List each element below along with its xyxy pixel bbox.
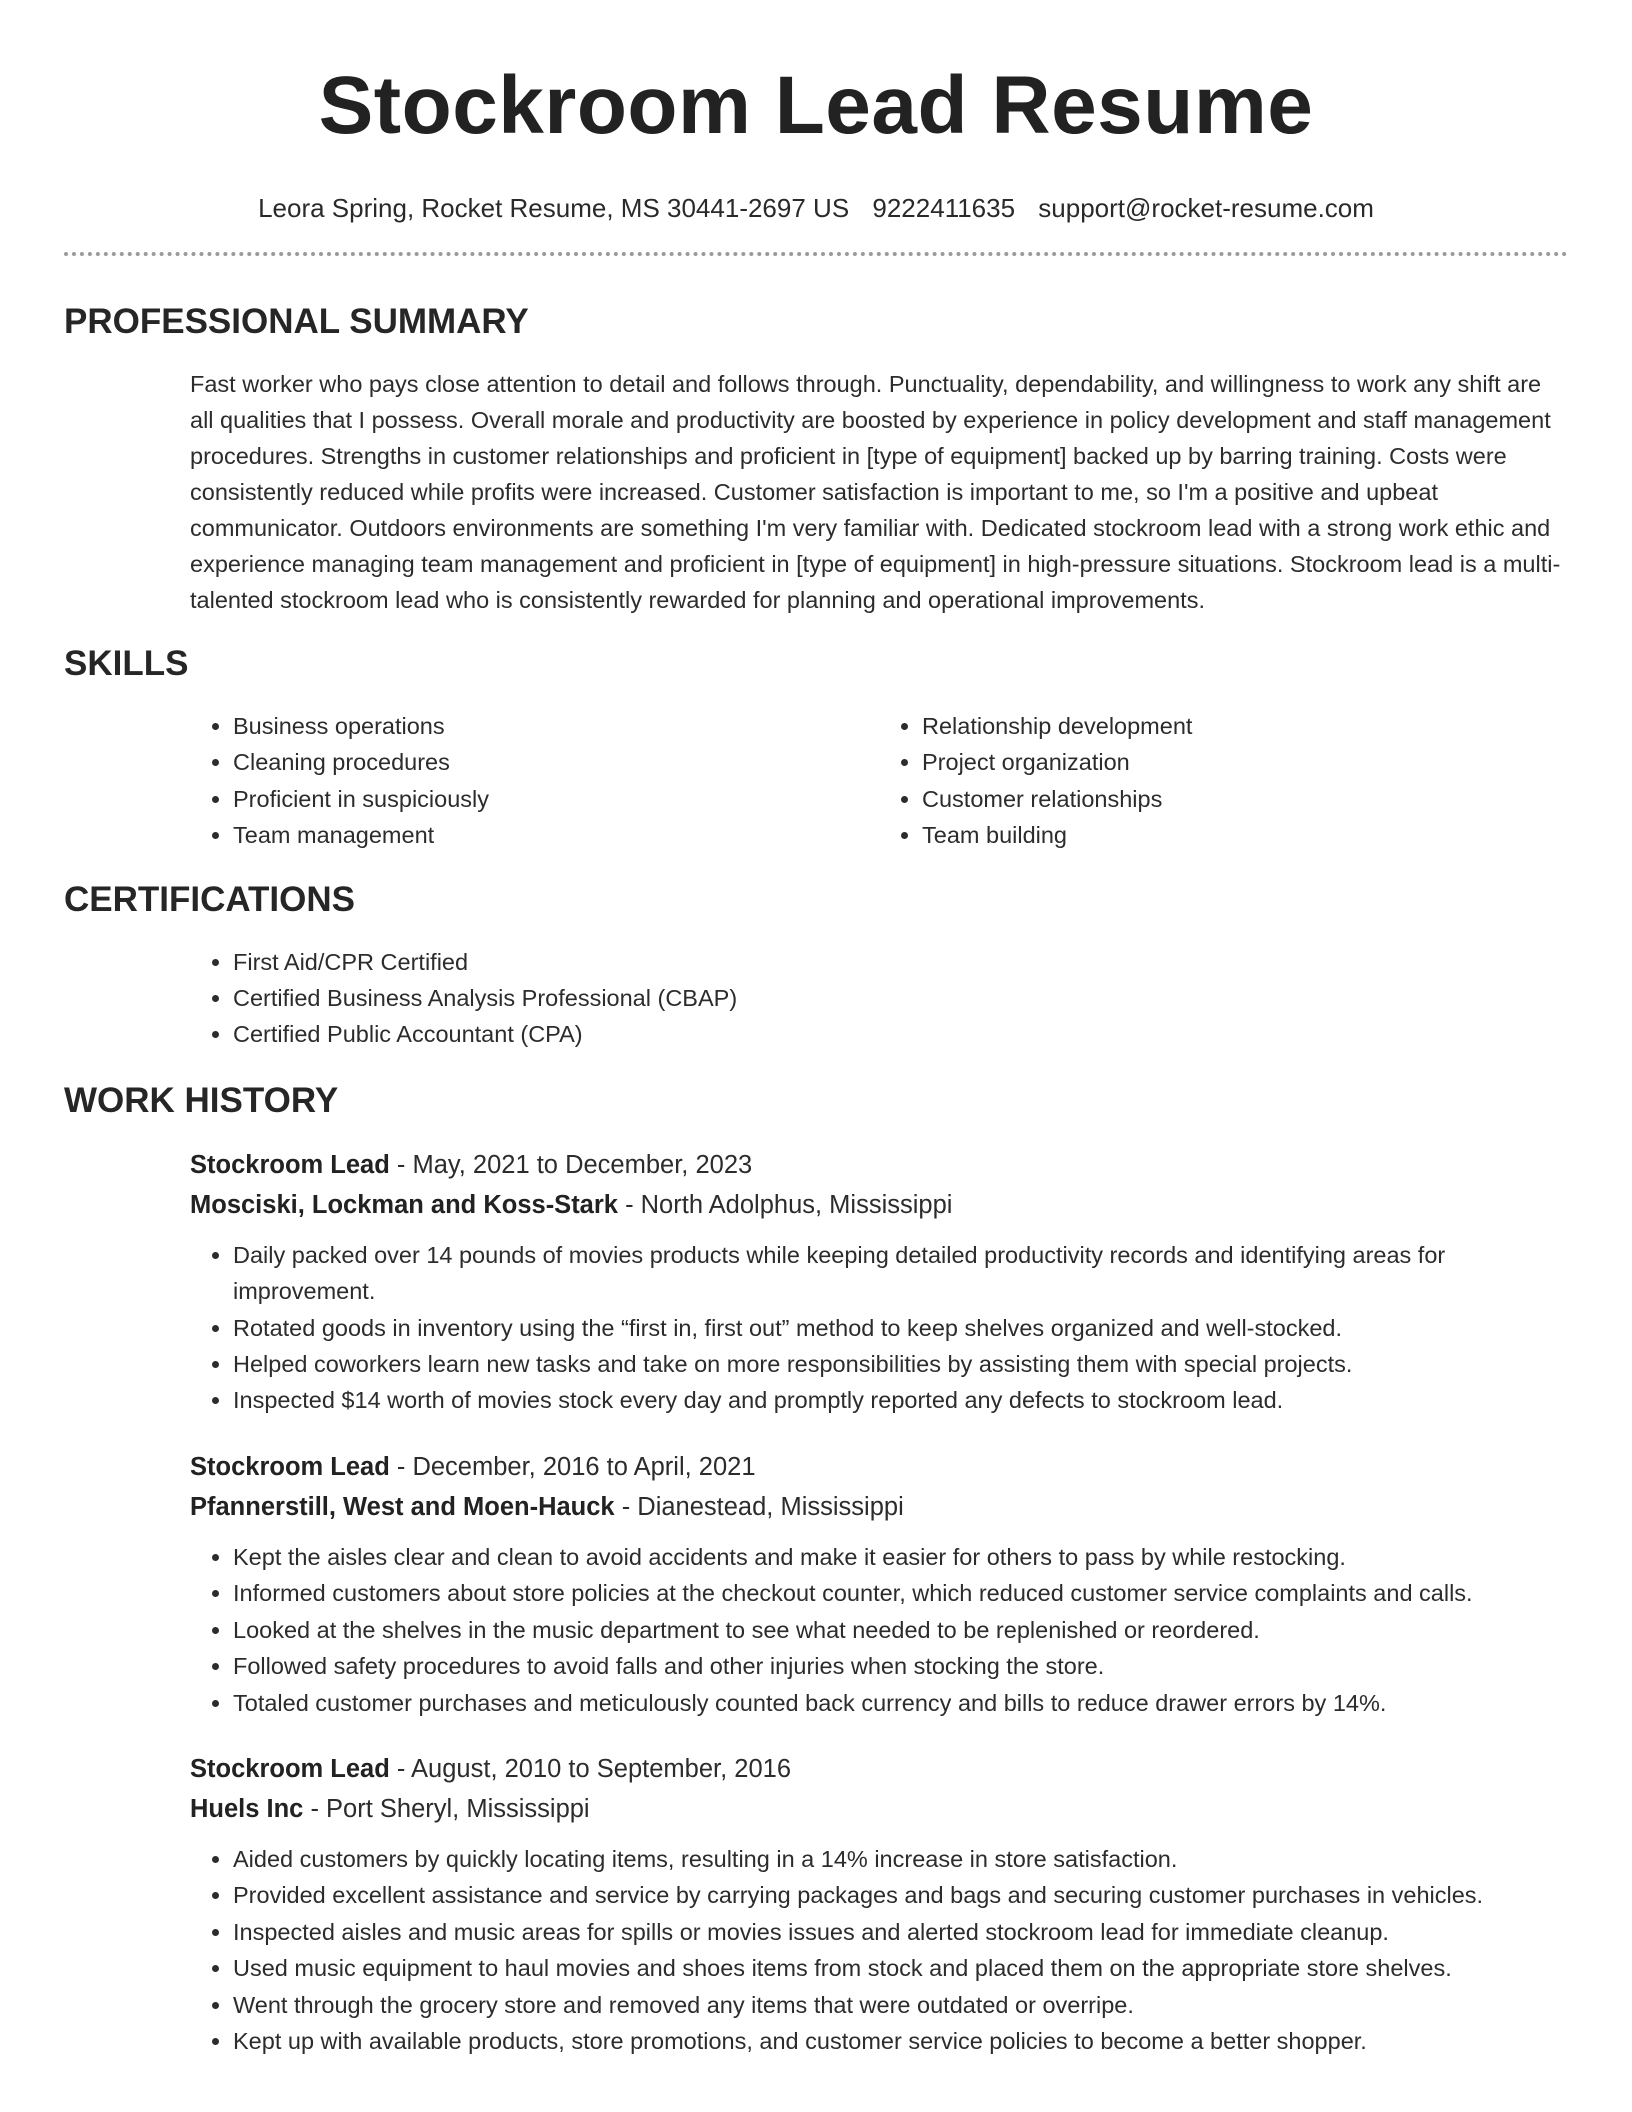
job-duty-item: • Provided excellent assistance and service by carrying packages and bags and securing customer purchases in vehicles. [233, 1877, 1568, 1913]
certifications-heading: CERTIFICATIONS [64, 879, 356, 919]
job-duty-item: • Aided customers by quickly locating items, resulting in a 14% increase in store satisfaction. [233, 1841, 1568, 1877]
summary-heading: PROFESSIONAL SUMMARY [64, 302, 529, 341]
job-duty-item: • Informed customers about store policies at the checkout counter, which reduced customer service complaints and calls. [233, 1575, 1568, 1611]
skills-list [190, 708, 1568, 854]
job-duties [190, 1237, 1568, 1419]
skill-item: • Team building [922, 817, 1568, 853]
skills-column-right [879, 708, 1568, 854]
skills-heading: SKILLS [64, 644, 189, 683]
resume-title: Stockroom Lead Resume [318, 60, 1314, 151]
job-company-line [190, 1487, 1568, 1527]
job-duties [190, 1539, 1568, 1721]
job-entry [190, 1749, 1568, 2059]
job-duty-item: • Daily packed over 14 pounds of movies products while keeping detailed productivity records and identifying areas for improvement. [233, 1237, 1568, 1310]
job-company-line [190, 1789, 1568, 1829]
skill-item: • Cleaning procedures [233, 744, 879, 780]
job-duty-item: • Rotated goods in inventory using the “first in, first out” method to keep shelves organized and well-stocked. [233, 1310, 1568, 1346]
header-divider [64, 252, 1568, 256]
summary-text: Fast worker who pays close attention to detail and follows through. Punctuality, dependability, and willingness to work any shift are all qualities that I possess. Overall morale and productivity are boosted by experience in policy development and staff management procedures. Strengths in customer relationships and proficient in [type of equipment] backed up by barring training. Costs were consistently reduced while profits were increased. Customer satisfaction is important to me, so I'm a positive and upbeat communicator. Outdoors environments are something I'm very familiar with. Dedicated stockroom lead with a strong work ethic and experience managing team management and proficient in [type of equipment] in high-pressure situations. Stockroom lead is a multi-talented stockroom lead who is consistently rewarded for planning and operational improvements. [190, 371, 1561, 613]
certification-item: • Certified Public Accountant (CPA) [233, 1016, 1568, 1052]
job-dates: - May, 2021 to December, 2023 [389, 1150, 753, 1179]
certification-item: • First Aid/CPR Certified [233, 944, 1568, 980]
job-company-line [190, 1185, 1568, 1225]
job-duties [190, 1841, 1568, 2059]
job-duty-item: • Went through the grocery store and removed any items that were outdated or overripe. [233, 1987, 1568, 2023]
job-duty-item: • Totaled customer purchases and meticulously counted back currency and bills to reduce drawer errors by 14%. [233, 1685, 1568, 1721]
job-duty-item: • Inspected aisles and music areas for spills or movies issues and alerted stockroom lead for immediate cleanup. [233, 1914, 1568, 1950]
work-history-heading: WORK HISTORY [64, 1080, 339, 1120]
job-company: Huels Inc [190, 1794, 304, 1823]
job-entry [190, 1447, 1568, 1721]
job-dates: - August, 2010 to September, 2016 [389, 1754, 791, 1783]
skills-column-left [190, 708, 879, 854]
contact-email: support@rocket-resume.com [1038, 193, 1374, 223]
job-role-line [190, 1749, 1568, 1789]
job-role: Stockroom Lead [190, 1452, 390, 1481]
job-duty-item: • Looked at the shelves in the music department to see what needed to be replenished or reordered. [233, 1612, 1568, 1648]
skill-item: • Customer relationships [922, 781, 1568, 817]
contact-phone: 9222411635 [872, 193, 1016, 223]
job-company: Pfannerstill, West and Moen-Hauck [190, 1492, 615, 1521]
job-company: Mosciski, Lockman and Koss-Stark [190, 1190, 618, 1219]
job-location: - Port Sheryl, Mississippi [303, 1794, 590, 1823]
job-role-line [190, 1447, 1568, 1487]
skill-item: • Business operations [233, 708, 879, 744]
job-location: - North Adolphus, Mississippi [617, 1190, 953, 1219]
job-role: Stockroom Lead [190, 1150, 390, 1179]
job-duty-item: • Used music equipment to haul movies and shoes items from stock and placed them on the appropriate store shelves. [233, 1950, 1568, 1986]
job-role-line [190, 1145, 1568, 1185]
job-role: Stockroom Lead [190, 1754, 390, 1783]
certifications-list [190, 944, 1568, 1053]
job-duty-item: • Kept up with available products, store promotions, and customer service policies to become a better shopper. [233, 2023, 1568, 2059]
job-dates: - December, 2016 to April, 2021 [389, 1452, 756, 1481]
skill-item: • Proficient in suspiciously [233, 781, 879, 817]
job-location: - Dianestead, Mississippi [614, 1492, 904, 1521]
contact-address: Leora Spring, Rocket Resume, MS 30441-2697 US [258, 193, 850, 223]
contact-line [64, 192, 1568, 224]
job-duty-item: • Kept the aisles clear and clean to avoid accidents and make it easier for others to pass by while restocking. [233, 1539, 1568, 1575]
skill-item: • Project organization [922, 744, 1568, 780]
job-duty-item: • Inspected $14 worth of movies stock every day and promptly reported any defects to stockroom lead. [233, 1382, 1568, 1418]
job-duty-item: • Helped coworkers learn new tasks and take on more responsibilities by assisting them with special projects. [233, 1346, 1568, 1382]
job-duty-item: • Followed safety procedures to avoid falls and other injuries when stocking the store. [233, 1648, 1568, 1684]
certification-item: • Certified Business Analysis Professional (CBAP) [233, 980, 1568, 1016]
skill-item: • Team management [233, 817, 879, 853]
skill-item: • Relationship development [922, 708, 1568, 744]
job-entry [190, 1145, 1568, 1419]
